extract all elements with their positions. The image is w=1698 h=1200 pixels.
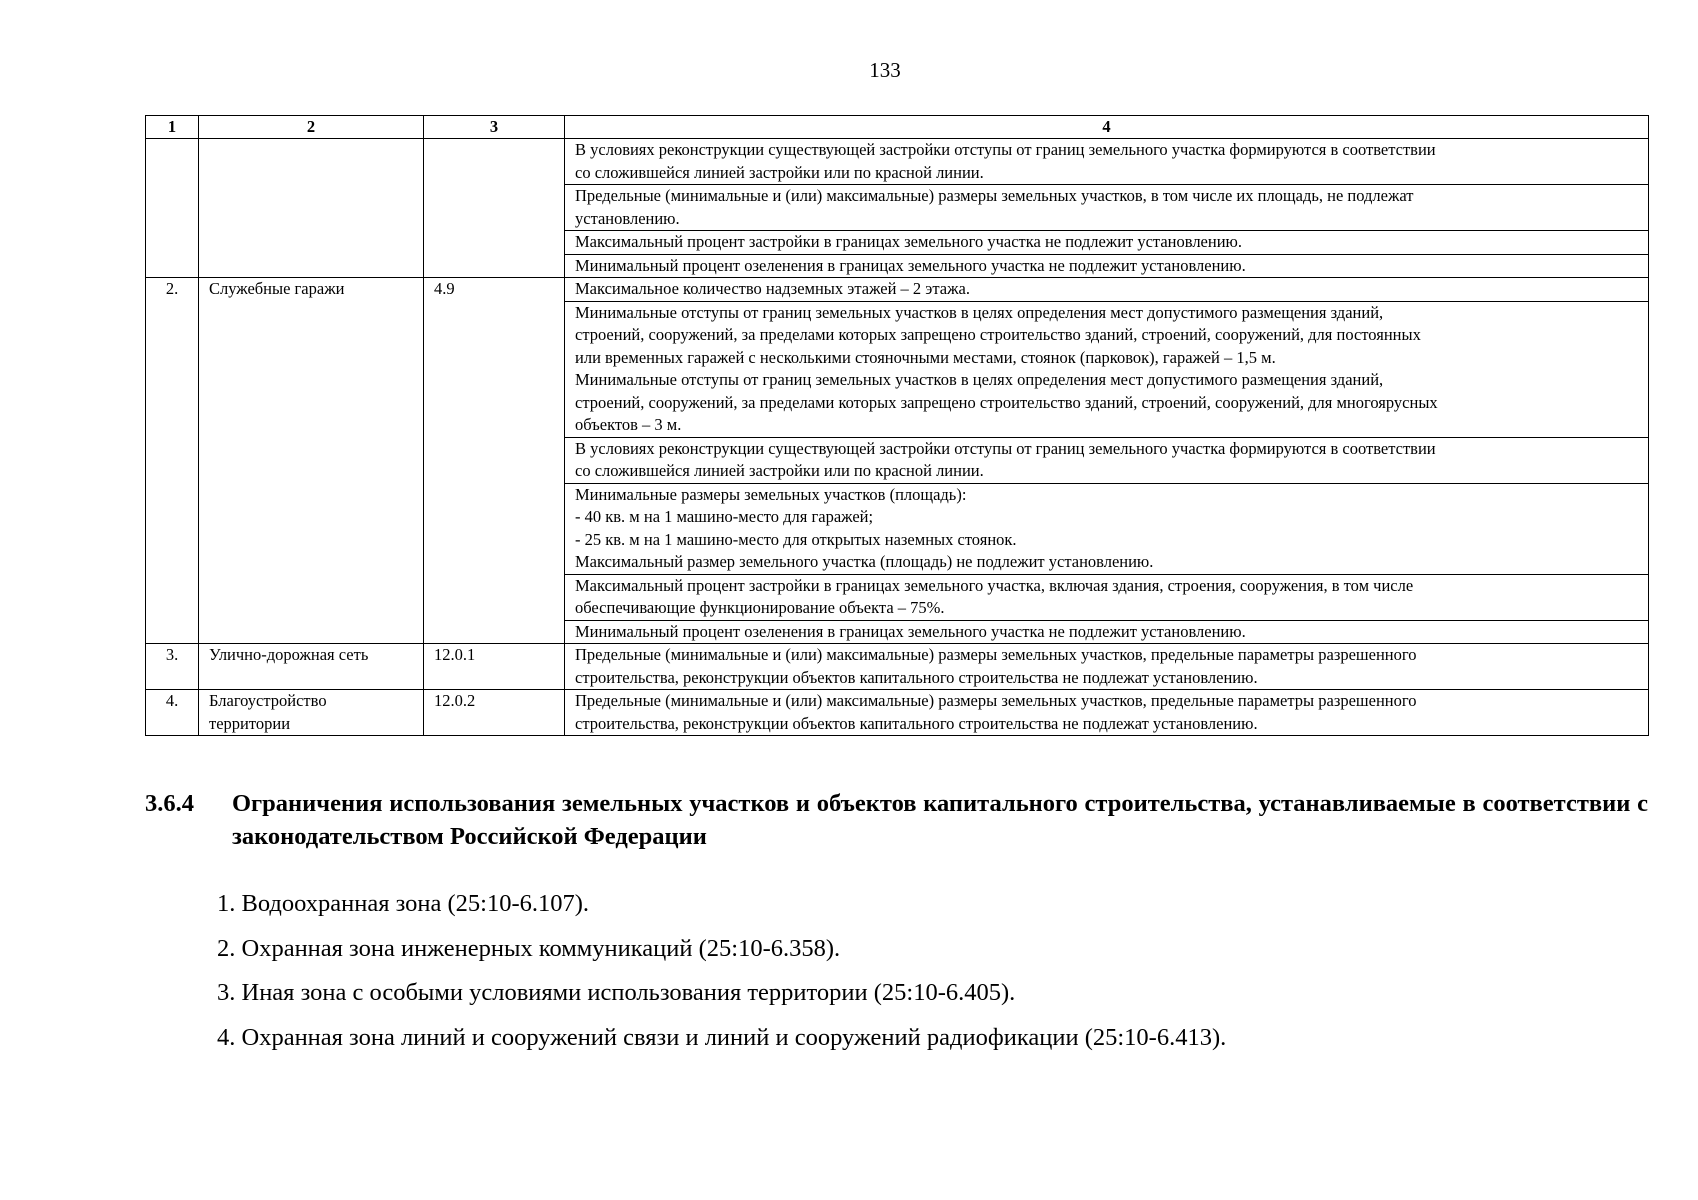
requirement-cell xyxy=(565,690,1649,736)
requirement-line: строительства, реконструкции объектов капитального строительства не подлежат установлению. xyxy=(575,667,1258,687)
header-cell-1: 1 xyxy=(146,116,199,139)
requirement-cell xyxy=(565,483,1649,574)
list-item: 4. Охранная зона линий и сооружений связи и линий и сооружений радиофикации (25:10-6.413). xyxy=(217,1023,1227,1051)
header-cell-4: 4 xyxy=(565,116,1649,139)
requirement-line: В условиях реконструкции существующей застройки отступы от границ земельного участка формируются в соответствии xyxy=(575,140,1436,159)
requirement-line: Минимальные размеры земельных участков (площадь): xyxy=(575,484,967,504)
number-cell: 3. xyxy=(146,644,199,690)
requirement-line: Предельные (минимальные и (или) максимальные) размеры земельных участков, предельные параметры разрешенного xyxy=(575,691,1417,710)
requirement-line: - 40 кв. м на 1 машино-место для гаражей; xyxy=(575,507,874,526)
section-number: 3.6.4 xyxy=(145,790,194,817)
code-cell: 4.9 xyxy=(424,278,565,644)
requirement-cell xyxy=(565,278,1649,302)
header-cell-2: 2 xyxy=(199,116,424,139)
requirement-line: со сложившейся линией застройки или по красной линии. xyxy=(575,162,984,182)
code-cell: 12.0.1 xyxy=(424,644,565,690)
code-cell xyxy=(424,139,565,278)
table-body xyxy=(146,139,1649,736)
code-cell: 12.0.2 xyxy=(424,690,565,736)
requirement-cell xyxy=(565,185,1649,231)
header-cell-3: 3 xyxy=(424,116,565,139)
requirement-cell xyxy=(565,254,1649,278)
list-item: 3. Иная зона с особыми условиями использования территории (25:10-6.405). xyxy=(217,979,1016,1006)
regulations-table xyxy=(145,115,1649,736)
requirement-line: Минимальный процент озеленения в границах земельного участка не подлежит установлению. xyxy=(575,621,1246,641)
table-row xyxy=(146,139,1649,185)
requirement-line: объектов – 3 м. xyxy=(575,415,682,434)
table-row xyxy=(146,278,1649,302)
requirement-line: обеспечивающие функционирование объекта – 75%. xyxy=(575,598,945,617)
requirement-line: Минимальные отступы от границ земельных участков в целях определения мест допустимого размещения зданий, xyxy=(575,302,1384,322)
requirement-cell xyxy=(565,574,1649,620)
requirement-line: Максимальный процент застройки в границах земельного участка не подлежит установлению. xyxy=(575,232,1242,251)
requirement-line: Минимальный процент озеленения в границах земельного участка не подлежит установлению. xyxy=(575,255,1246,275)
requirement-line: Минимальные отступы от границ земельных участков в целях определения мест допустимого размещения зданий, xyxy=(575,370,1384,389)
use-name-line: территории xyxy=(209,713,291,733)
requirement-line: Максимальный процент застройки в границах земельного участка, включая здания, строения, сооружения, в том числе xyxy=(575,575,1414,595)
requirement-cell xyxy=(565,139,1649,185)
table-row xyxy=(146,690,1649,736)
requirement-cell xyxy=(565,301,1649,437)
requirement-cell xyxy=(565,620,1649,644)
requirement-line: со сложившейся линией застройки или по красной линии. xyxy=(575,461,984,480)
requirement-cell xyxy=(565,231,1649,255)
use-name-cell xyxy=(199,139,424,278)
section-title: Ограничения использования земельных участков и объектов капитального строительства, устанавливаемые в соответствии с законодательством Российской Федерации xyxy=(232,790,1648,850)
list-item: 1. Водоохранная зона (25:10-6.107). xyxy=(217,890,590,917)
restrictions-list xyxy=(217,882,1226,1060)
requirement-line: Максимальный размер земельного участка (площадь) не подлежит установлению. xyxy=(575,552,1154,571)
page-number: 133 xyxy=(869,58,901,82)
requirement-line: или временных гаражей с несколькими стояночными местами, стоянок (парковок), гаражей – 1,5 м. xyxy=(575,347,1276,367)
table-row xyxy=(146,644,1649,690)
table-header-row xyxy=(146,116,1649,139)
use-name-cell: Улично-дорожная сеть xyxy=(199,644,424,690)
number-cell xyxy=(146,139,199,278)
requirement-line: В условиях реконструкции существующей застройки отступы от границ земельного участка формируются в соответствии xyxy=(575,438,1436,458)
number-cell: 4. xyxy=(146,690,199,736)
list-item: 2. Охранная зона инженерных коммуникаций (25:10-6.358). xyxy=(217,934,841,962)
requirement-line: - 25 кв. м на 1 машино-место для открытых наземных стоянок. xyxy=(575,529,1017,549)
requirement-line: строений, сооружений, за пределами которых запрещено строительство зданий, строений, сооружений, для многоярусных xyxy=(575,392,1438,412)
section-heading xyxy=(145,787,1648,853)
use-name-line: Благоустройство xyxy=(209,691,327,710)
use-name-cell xyxy=(199,690,424,736)
requirement-line: Максимальное количество надземных этажей – 2 этажа. xyxy=(575,279,970,298)
requirement-line: Предельные (минимальные и (или) максимальные) размеры земельных участков, в том числе их площадь, не подлежат xyxy=(575,186,1414,205)
requirement-cell xyxy=(565,437,1649,483)
requirement-line: строительства, реконструкции объектов капитального строительства не подлежат установлению. xyxy=(575,713,1258,733)
requirement-line: установлению. xyxy=(575,208,680,228)
number-cell: 2. xyxy=(146,278,199,644)
requirement-line: строений, сооружений, за пределами которых запрещено строительство зданий, строений, сооружений, для постоянных xyxy=(575,325,1421,344)
requirement-line: Предельные (минимальные и (или) максимальные) размеры земельных участков, предельные параметры разрешенного xyxy=(575,645,1417,664)
requirement-cell xyxy=(565,644,1649,690)
use-name-cell: Служебные гаражи xyxy=(199,278,424,644)
